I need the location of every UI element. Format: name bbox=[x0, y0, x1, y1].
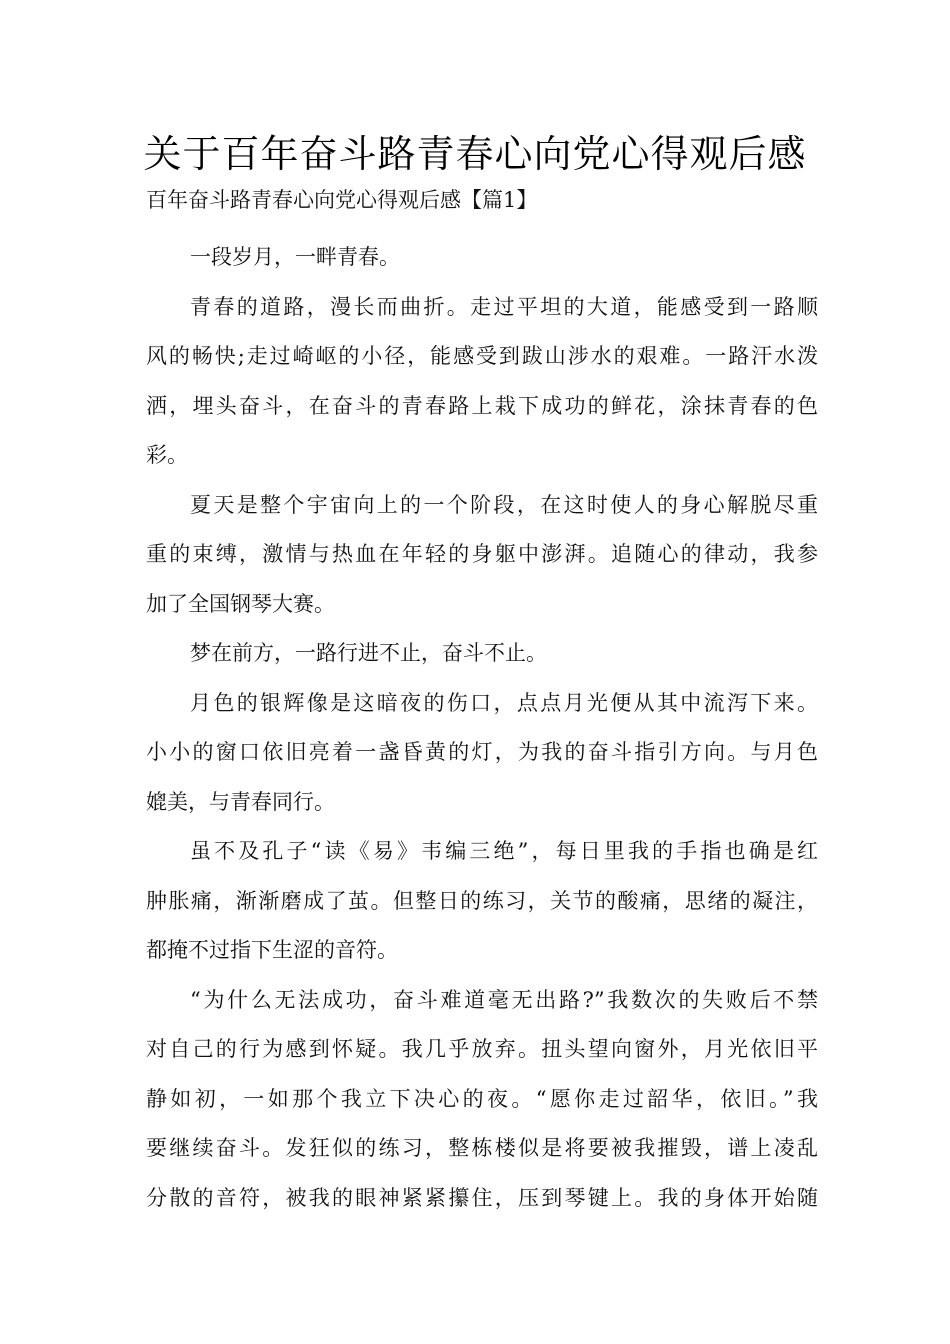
document-title: 关于百年奋斗路青春心向党心得观后感 bbox=[143, 132, 807, 176]
paragraph-line: 风的畅快;走过崎岖的小径，能感受到跋山涉水的艰难。一路汗水泼 bbox=[146, 344, 818, 368]
paragraph bbox=[146, 827, 818, 976]
paragraph-line: 彩。 bbox=[146, 443, 188, 467]
paragraph bbox=[146, 481, 818, 630]
paragraph-line: 夏天是整个宇宙向上的一个阶段，在这时使人的身心解脱尽重 bbox=[190, 492, 818, 517]
document-body bbox=[146, 233, 818, 1223]
document-subtitle: 百年奋斗路青春心向党心得观后感【篇1】 bbox=[146, 188, 538, 212]
paragraph-line: 肿胀痛，渐渐磨成了茧。但整日的练习，关节的酸痛，思绪的凝注， bbox=[146, 888, 818, 913]
paragraph-line: 月色的银辉像是这暗夜的伤口，点点月光便从其中流泻下来。 bbox=[190, 690, 818, 715]
paragraph-line: 对自己的行为感到怀疑。我几乎放弃。扭头望向窗外，月光依旧平 bbox=[146, 1037, 818, 1061]
paragraph-line: 重的束缚，激情与热血在年轻的身躯中澎湃。追随心的律动，我参 bbox=[146, 542, 818, 566]
paragraph bbox=[146, 976, 818, 1224]
paragraph-line: “为什么无法成功，奋斗难道毫无出路?”我数次的失败后不禁 bbox=[190, 987, 818, 1012]
paragraph-line: 分散的音符，被我的眼神紧紧攥住，压到琴键上。我的身体开始随 bbox=[146, 1185, 818, 1210]
paragraph-line: 小小的窗口依旧亮着一盏昏黄的灯，为我的奋斗指引方向。与月色 bbox=[146, 740, 818, 764]
paragraph-line: 要继续奋斗。发狂似的练习，整栋楼似是将要被我摧毁，谱上凌乱 bbox=[146, 1136, 818, 1160]
paragraph-line: 洒，埋头奋斗，在奋斗的青春路上栽下成功的鲜花，涂抹青春的色 bbox=[146, 393, 818, 418]
paragraph bbox=[146, 233, 818, 283]
paragraph-line: 青春的道路，漫长而曲折。走过平坦的大道，能感受到一路顺 bbox=[190, 294, 818, 319]
paragraph-line: 一段岁月，一畔青春。 bbox=[190, 245, 400, 269]
paragraph-line: 梦在前方，一路行进不止，奋斗不止。 bbox=[190, 641, 547, 665]
paragraph bbox=[146, 679, 818, 828]
paragraph-line: 媲美，与青春同行。 bbox=[146, 789, 335, 814]
paragraph bbox=[146, 283, 818, 481]
paragraph-line: 都掩不过指下生涩的音符。 bbox=[146, 938, 398, 962]
paragraph bbox=[146, 629, 818, 679]
paragraph-line: 加了全国钢琴大赛。 bbox=[146, 591, 335, 616]
paragraph-line: 虽不及孔子“读《易》韦编三绝”，每日里我的手指也确是红 bbox=[190, 839, 818, 863]
paragraph-line: 静如初，一如那个我立下决心的夜。“愿你走过韶华，依旧。”我 bbox=[146, 1086, 818, 1111]
